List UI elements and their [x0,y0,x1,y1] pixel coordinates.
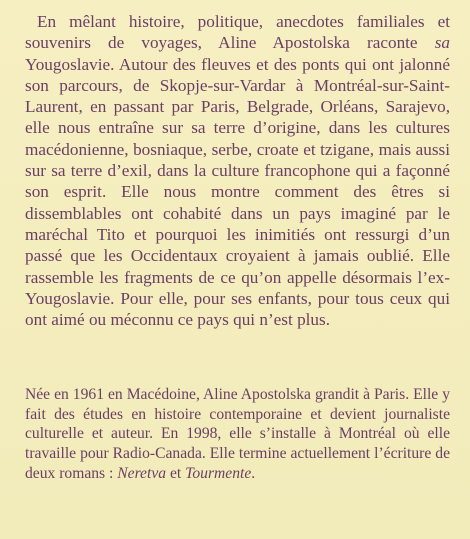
bio-text-part-3: . [251,464,256,482]
summary-text-part-1: En mêlant histoire, politique, anecdotes familiales et souvenirs de voyages, Aline Apostolska raconte [25,12,450,53]
bio-text-part-2: et [166,464,186,482]
book-summary-paragraph [25,11,450,330]
bio-italic-neretva: Neretva [117,464,167,482]
bio-text-part-1: Née en 1961 en Macédoine, Aline Apostolska grandit à Paris. Elle y fait des études en histoire contemporaine et devient journaliste culturelle et auteur. En 1998, elle s’installe à Montréal où elle travaille pour Radio-Canada. Elle termine actuellement l’écriture de deux romans : [25,386,450,482]
author-bio-paragraph [25,385,450,484]
summary-italic-sa: sa [434,33,450,53]
summary-text-part-2: Yougoslavie. Autour des fleuves et des ponts qui ont jalonné son parcours, de Skopje-sur-Vardar à Montréal-sur-Saint-Laurent, en passant par Paris, Belgrade, Orléans, Sarajevo, elle nous entraîne sur sa terre d’origine, dans les cultures macédonienne, bosniaque, serbe, croate et tzigane, mais aussi sur sa terre d’exil, dans la culture francophone qui a façonné son esprit. Elle nous montre comment des êtres si dissemblables ont cohabité dans un pays imaginé par le maréchal Tito et pourquoi les inimitiés ont ressurgi d’un passé que les Occidentaux croyaient à jamais oublié. Elle rassemble les fragments de ce qu’on appelle désormais l’ex-Yougoslavie. Pour elle, pour ses enfants, pour tous ceux qui ont aimé ou méconnu ce pays qui n’est plus. [25,54,450,330]
bio-italic-tourmente: Tourmente [185,464,252,482]
